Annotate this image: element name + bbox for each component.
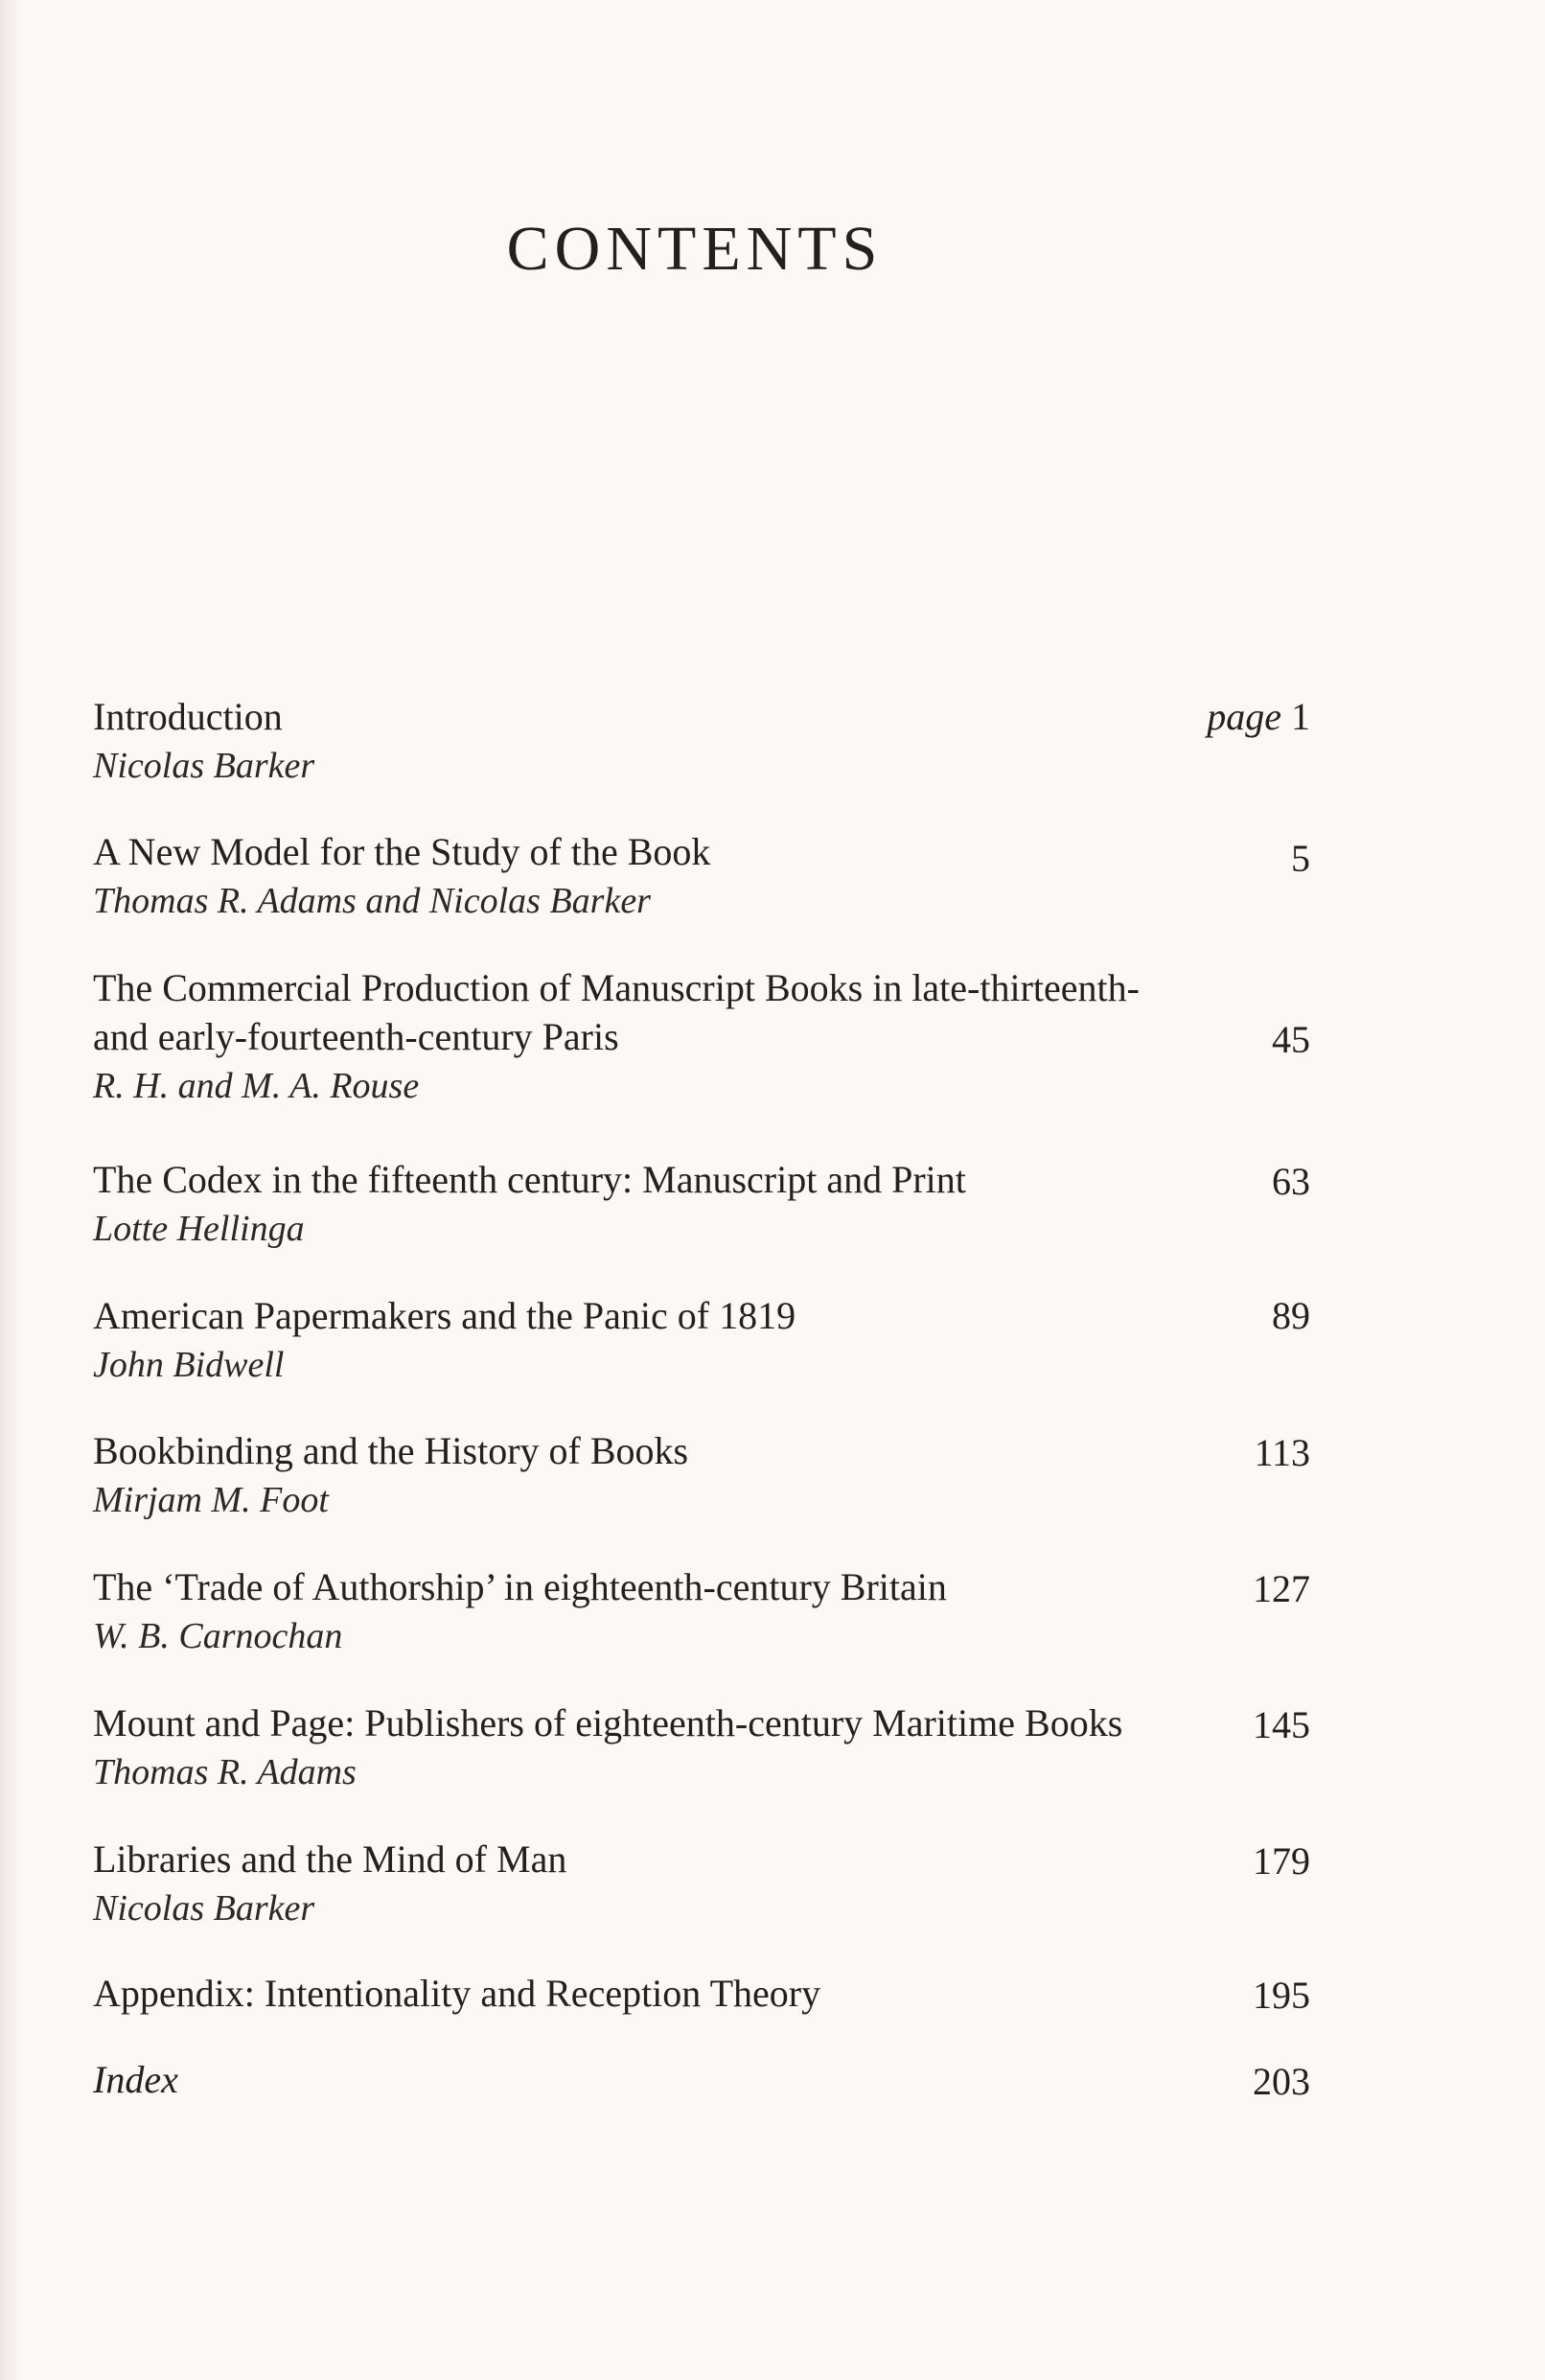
entry-title: Mount and Page: Publishers of eighteenth-century Maritime Books <box>93 1701 1123 1745</box>
entry-author: Lotte Hellinga <box>93 1209 305 1249</box>
page-number-value: 1 <box>1291 695 1310 738</box>
toc-entry-index[interactable] <box>93 2055 1310 2104</box>
entry-title: Bookbinding and the History of Books <box>93 1429 689 1472</box>
entry-page-number: 127 <box>1253 1567 1310 1610</box>
entry-page-number: 113 <box>1254 1431 1310 1474</box>
entry-page-number <box>1207 692 1310 741</box>
toc-entry-codex[interactable] <box>93 1155 1310 1254</box>
page-label: page <box>1207 695 1281 738</box>
entry-title: American Papermakers and the Panic of 1819 <box>93 1294 796 1337</box>
toc-entry-american-papermakers[interactable] <box>93 1291 1310 1390</box>
entry-author: John Bidwell <box>93 1345 285 1385</box>
toc-entry-new-model[interactable] <box>93 827 1310 926</box>
toc-entry-appendix[interactable] <box>93 1969 1310 2018</box>
toc-entry-bookbinding[interactable] <box>93 1426 1310 1525</box>
entry-page-number: 89 <box>1272 1294 1310 1337</box>
toc-entry-commercial-production[interactable] <box>93 963 1310 1111</box>
entry-page-number: 203 <box>1253 2060 1310 2103</box>
entry-page-number: 145 <box>1253 1703 1310 1746</box>
entry-title: A New Model for the Study of the Book <box>93 830 711 873</box>
entry-page-number: 195 <box>1253 1974 1310 2017</box>
entry-title: Index <box>93 2058 178 2101</box>
page-title: CONTENTS <box>506 214 884 284</box>
entry-page-number: 5 <box>1291 837 1310 880</box>
entry-author: Mirjam M. Foot <box>93 1480 329 1520</box>
page-edge-shadow <box>0 0 21 2380</box>
entry-title: Libraries and the Mind of Man <box>93 1837 567 1881</box>
entry-page-number: 63 <box>1272 1160 1310 1203</box>
toc-entry-libraries[interactable] <box>93 1835 1310 1933</box>
entry-title: The ‘Trade of Authorship’ in eighteenth-century Britain <box>93 1565 947 1608</box>
entry-title: The Codex in the fifteenth century: Manuscript and Print <box>93 1158 966 1201</box>
entry-author: Nicolas Barker <box>93 746 315 786</box>
entry-page-number: 179 <box>1253 1839 1310 1883</box>
entry-title: Appendix: Intentionality and Reception Theory <box>93 1972 821 2015</box>
toc-entry-mount-and-page[interactable] <box>93 1698 1310 1797</box>
toc-entry-trade-of-authorship[interactable] <box>93 1562 1310 1661</box>
entry-author: R. H. and M. A. Rouse <box>93 1066 420 1106</box>
entry-author: Thomas R. Adams and Nicolas Barker <box>93 881 651 921</box>
entry-page-number: 45 <box>1272 1018 1310 1061</box>
entry-title: Introduction <box>93 695 283 738</box>
toc-entry-introduction[interactable] <box>93 692 1310 791</box>
entry-title-line-2: and early-fourteenth-century Paris <box>93 1015 619 1058</box>
entry-author: Nicolas Barker <box>93 1888 315 1929</box>
entry-author: Thomas R. Adams <box>93 1752 357 1792</box>
entry-author: W. B. Carnochan <box>93 1616 343 1656</box>
entry-title-line-1: The Commercial Production of Manuscript Books in late-thirteenth- <box>93 966 1140 1009</box>
